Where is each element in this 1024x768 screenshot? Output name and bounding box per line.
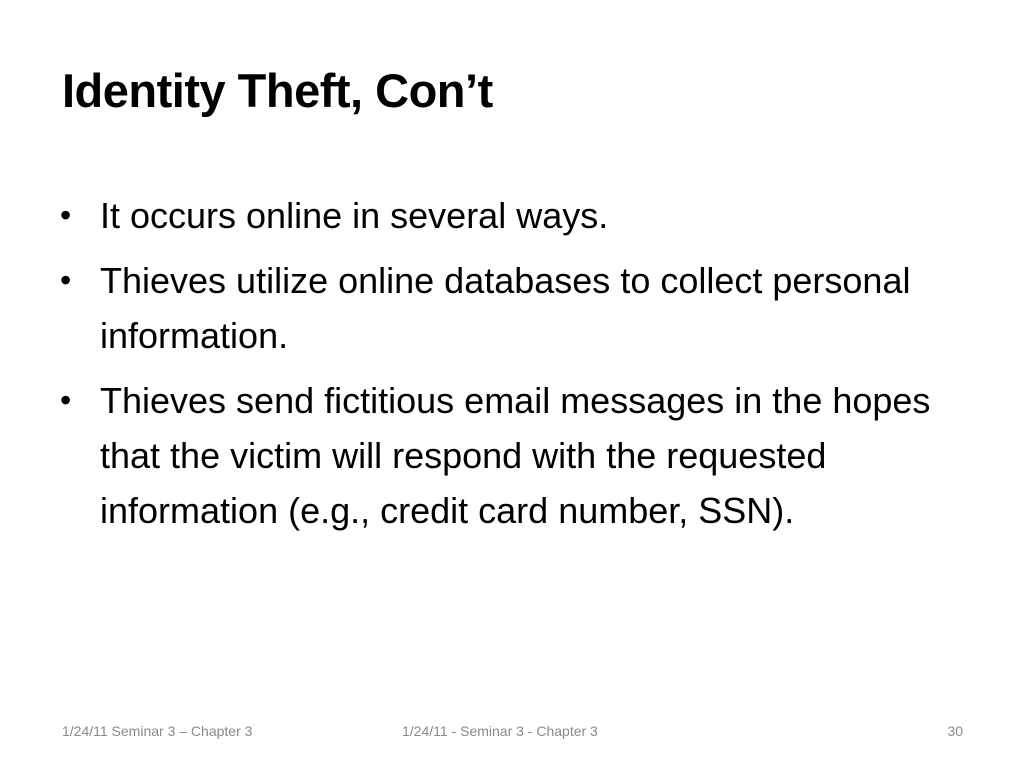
slide-title: Identity Theft, Con’t	[62, 64, 493, 117]
bullet-icon: •	[60, 382, 72, 418]
bullet-item	[58, 253, 958, 363]
footer-center-text: 1/24/11 - Seminar 3 - Chapter 3	[402, 723, 598, 739]
bullet-icon: •	[60, 197, 72, 233]
bullet-text: It occurs online in several ways.	[100, 195, 609, 236]
bullet-item	[58, 373, 958, 538]
bullet-text: Thieves send fictitious email messages in the hopes that the victim will respond with the requested information (e.g., credit card number, SSN).	[100, 380, 931, 531]
bullet-icon: •	[60, 262, 72, 298]
footer-date-left: 1/24/11 Seminar 3 – Chapter 3	[62, 723, 253, 739]
bullet-item	[58, 188, 958, 243]
bullet-text: Thieves utilize online databases to collect personal information.	[100, 260, 911, 356]
bullet-list	[58, 188, 958, 548]
slide-number: 30	[947, 723, 963, 739]
